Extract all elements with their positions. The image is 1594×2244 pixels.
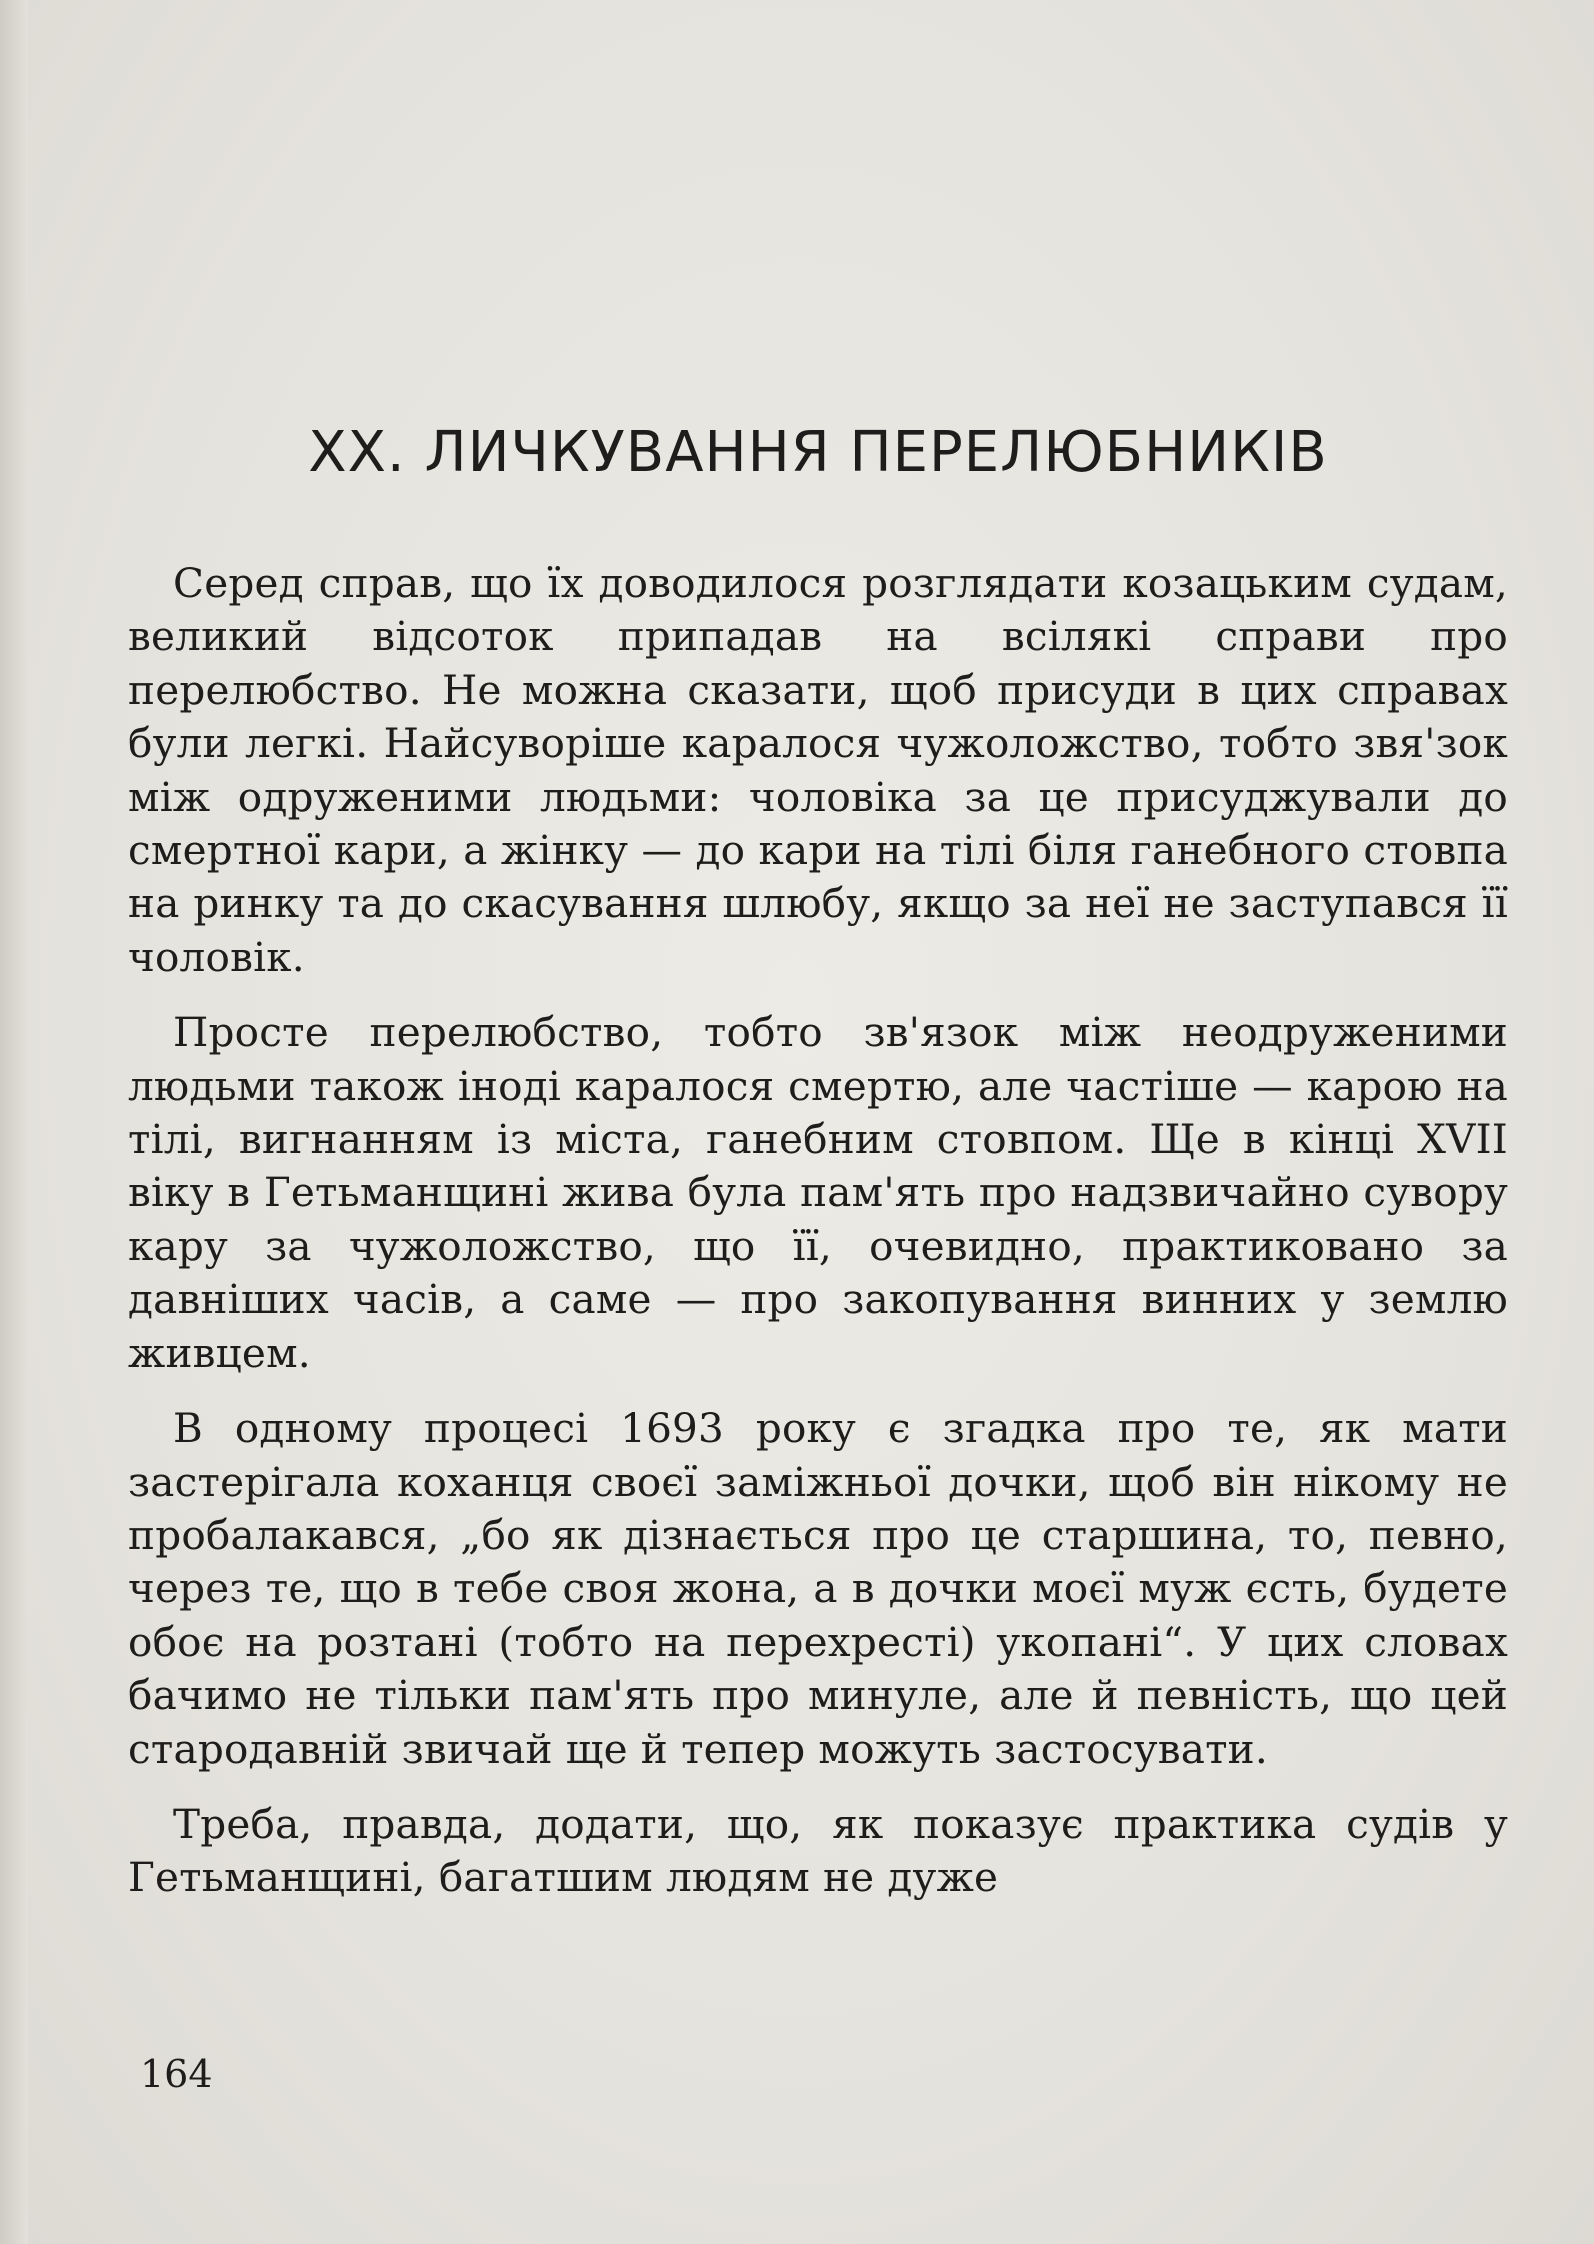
chapter-title: XX. ЛИЧКУВАННЯ ПЕРЕЛЮБНИКІВ bbox=[308, 420, 1328, 485]
text-block bbox=[128, 420, 1508, 1927]
paragraph-1: Серед справ, що їх доводилося розглядати козацьким судам, великий відсоток припадав на всілякі справи про перелюбство. Не можна сказати, щоб присуди в цих справах були легкі. Найсуворіше каралося чужоложство, тобто звя'зок між одруженими людьми: чоловіка за це присуджували до смертної кари, а жінку — до кари на тілі біля ганебного стовпа на ринку та до скасування шлюбу, якщо за неї не заступався її чоловік. bbox=[128, 559, 1508, 981]
page-number: 164 bbox=[140, 2052, 213, 2096]
paragraph-2: Просте перелюбство, тобто зв'язок між неодруженими людьми також іноді каралося смертю, але частіше — карою на тілі, вигнанням із міста, ганебним стовпом. Ще в кінці XVII віку в Гетьманщині жива була пам'ять про надзвичайно сувору кару за чужоложство, що її, очевидно, практиковано за давніших часів, а саме — про закопування винних у землю живцем. bbox=[128, 1008, 1508, 1377]
paragraph-4: Треба, правда, додати, що, як показує практика судів у Гетьманщині, багатшим людям не дуже bbox=[128, 1799, 1508, 1902]
page-edge-shadow bbox=[0, 0, 28, 2244]
paragraph-3: В одному процесі 1693 року є згадка про те, як мати застерігала коханця своєї заміжньої дочки, щоб він нікому не пробалакався, „бо як дізнається про це старшина, то, певно, через те, що в тебе своя жона, а в дочки моєї муж єсть, будете обоє на розтані (тобто на перехресті) укопані“. У цих словах бачимо не тільки пам'ять про минуле, але й певність, що цей стародавній звичай ще й тепер можуть застосувати. bbox=[128, 1404, 1508, 1773]
